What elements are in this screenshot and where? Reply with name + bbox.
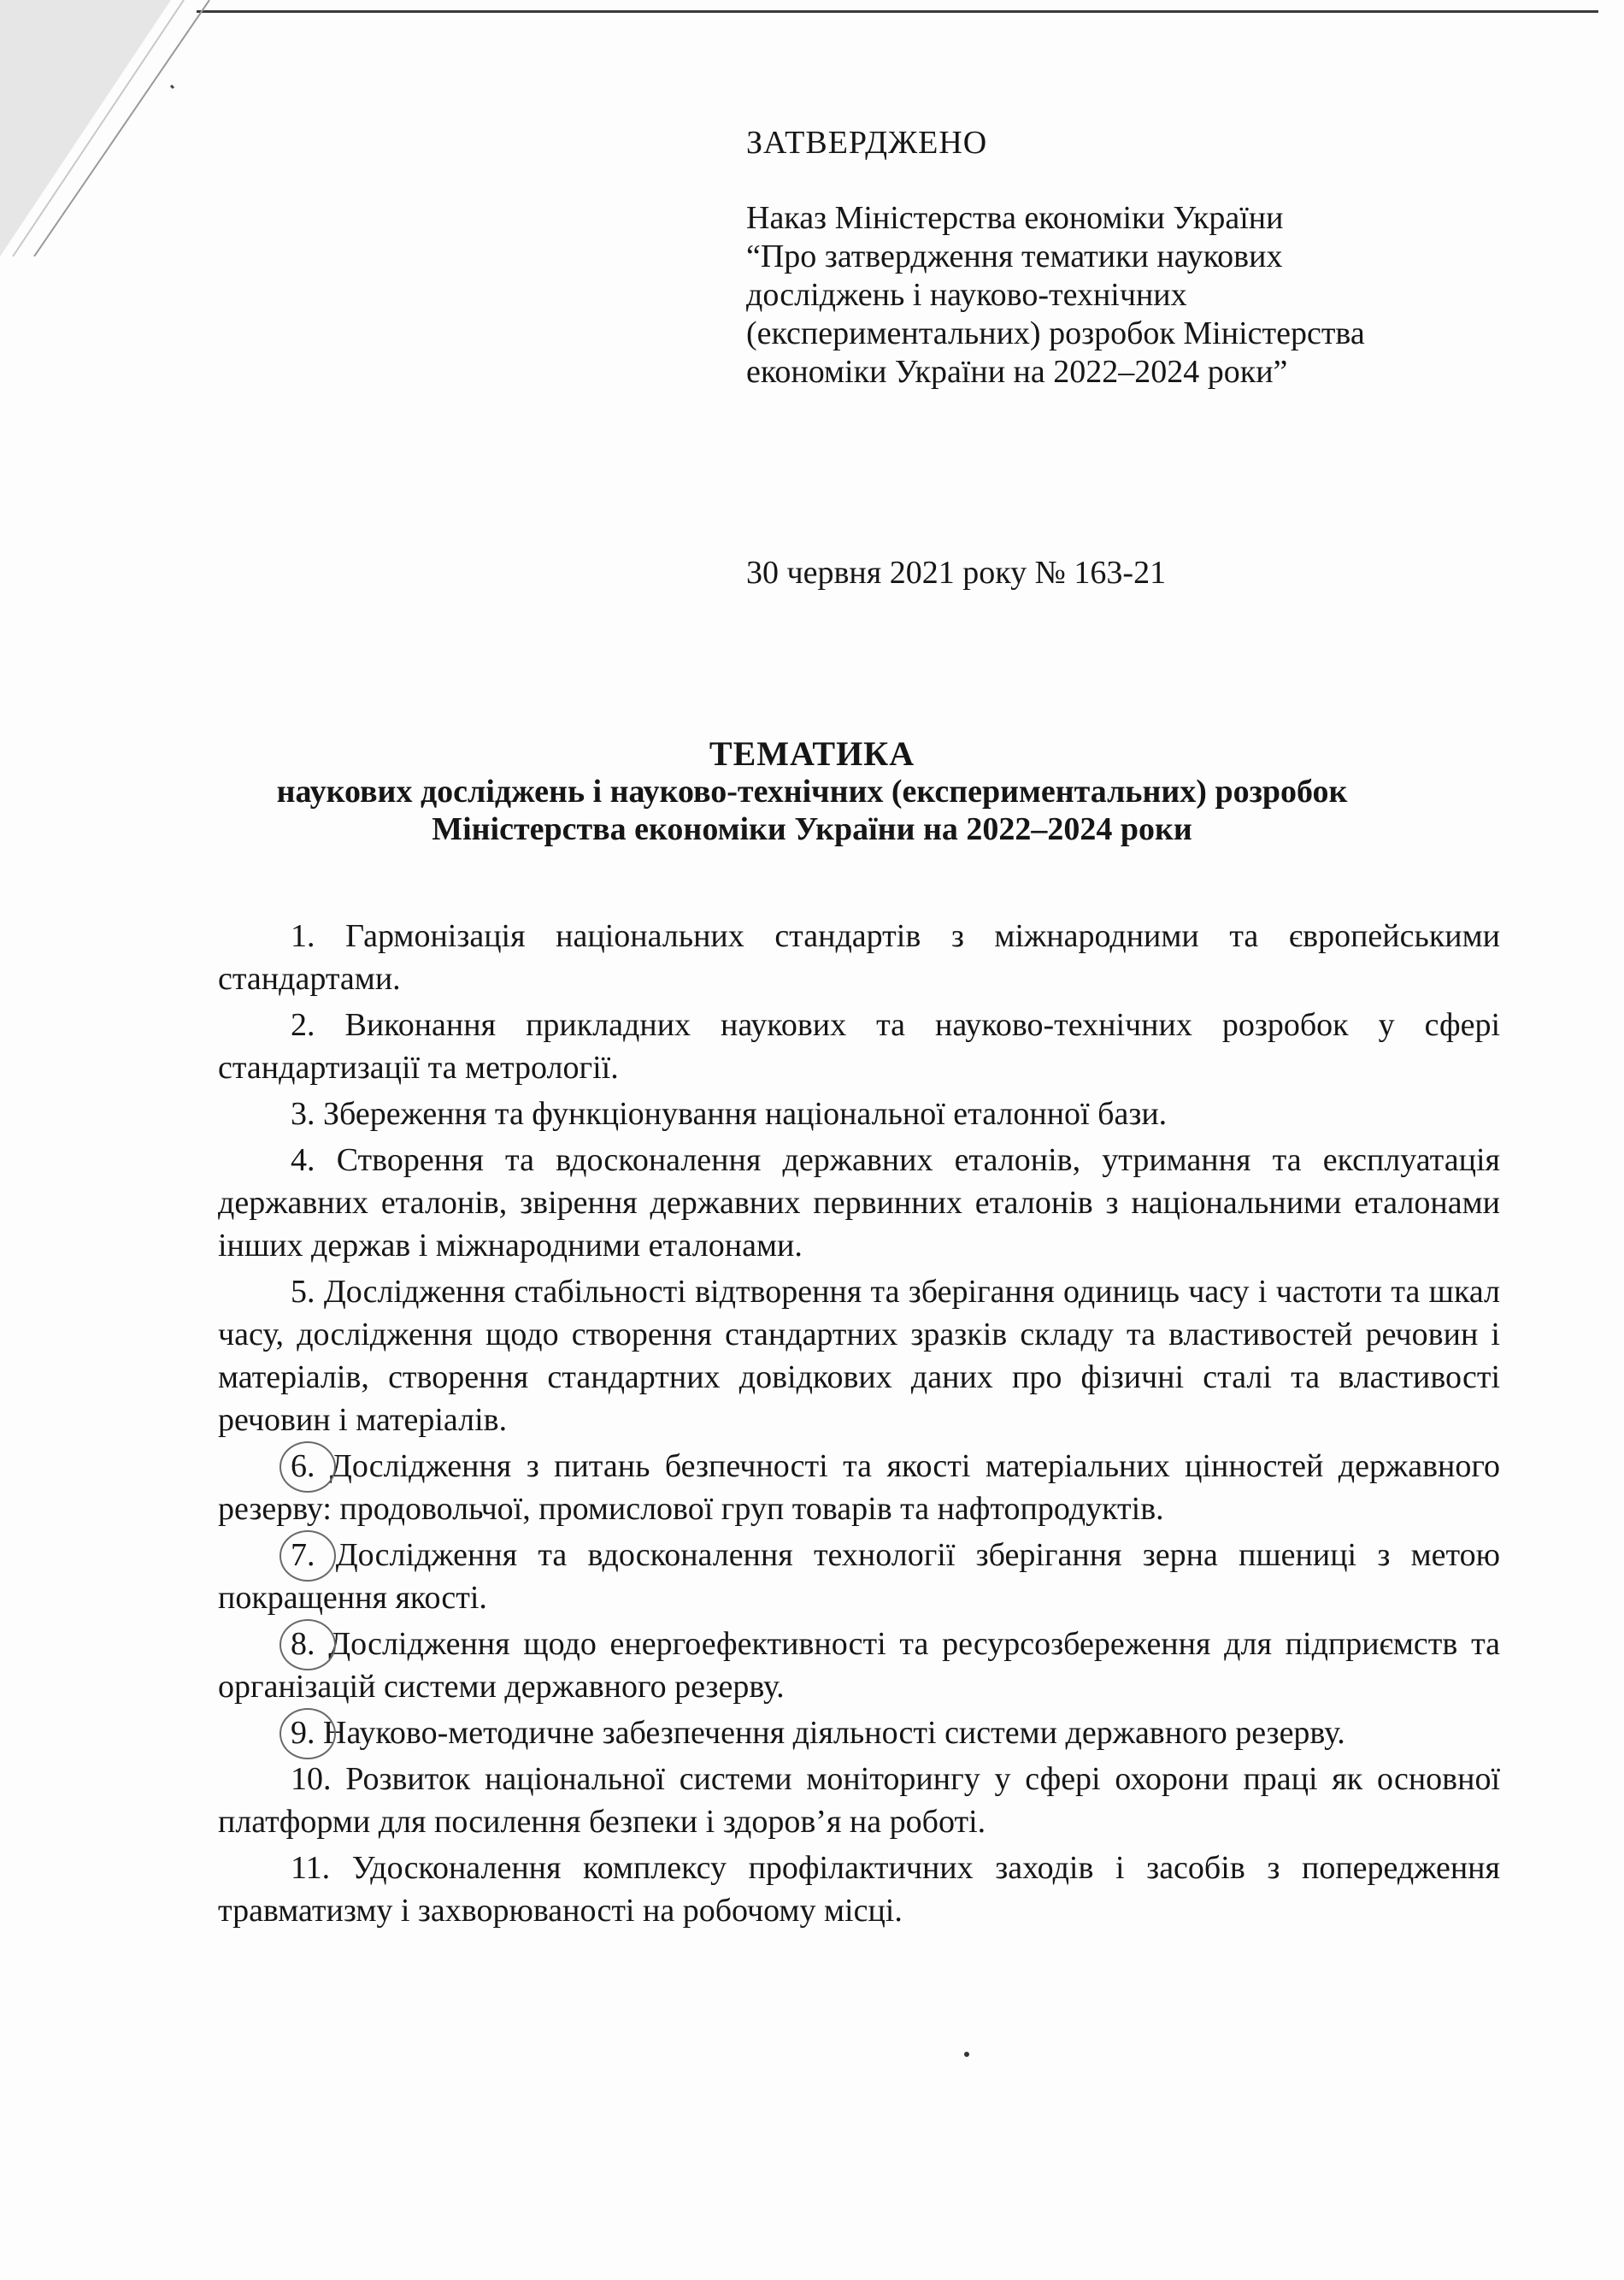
topic-number: 9. (291, 1715, 315, 1751)
topic-item (218, 1534, 1500, 1619)
topic-item (218, 1711, 1500, 1754)
topic-item (218, 1847, 1500, 1932)
topic-number: 3. (291, 1096, 315, 1132)
topic-text: Удосконалення комплексу профілактичних заходів і засобів з попередження травматизму і захворюваності на робочому місці. (218, 1850, 1500, 1929)
topic-item (218, 1270, 1500, 1441)
folded-corner-mark (0, 0, 248, 256)
topics-list (218, 915, 1500, 1935)
topic-text: Створення та вдосконалення державних еталонів, утримання та експлуатація державних еталонів, звірення державних первинних еталонів з національними еталонами інших держав і міжнародними еталонами. (218, 1142, 1500, 1264)
document-subtitle-line: наукових досліджень і науково-технічних (експериментальних) розробок (276, 774, 1348, 810)
order-line: Наказ Міністерства економіки України (746, 200, 1284, 236)
topic-text: Дослідження з питань безпечності та якості матеріальних цінностей державного резерву: продовольчої, промислової груп товарів та нафтопродуктів. (218, 1448, 1500, 1527)
topic-text: Дослідження та вдосконалення технології зберігання зерна пшениці з метою покращення якості. (218, 1537, 1501, 1616)
order-date: 30 червня 2021 року № 163-21 (746, 555, 1167, 591)
document-subtitle-line: Міністерства економіки України на 2022–2024 роки (432, 811, 1192, 847)
scan-top-edge (197, 10, 1598, 13)
topic-item (218, 1004, 1500, 1089)
order-line: “Про затвердження тематики наукових (746, 239, 1283, 274)
topic-number: 4. (291, 1142, 315, 1178)
order-line: економіки України на 2022–2024 роки” (746, 354, 1288, 390)
approval-block (746, 124, 1515, 592)
topic-number: 1. (291, 918, 315, 954)
order-line: досліджень і науково-технічних (746, 277, 1187, 313)
ink-dot (964, 2052, 969, 2057)
topic-item (218, 1139, 1500, 1267)
approval-stamp-title: ЗАТВЕРДЖЕНО (746, 125, 988, 161)
topic-item (218, 1445, 1500, 1530)
topic-text: Розвиток національної системи моніторингу у сфері охорони праці як основної платформи для посилення безпеки і здоров’я на роботі. (218, 1761, 1501, 1840)
topic-item (218, 915, 1500, 1000)
order-reference (746, 199, 1515, 392)
document-title: ТЕМАТИКА (709, 734, 915, 773)
topic-number: 7. (291, 1537, 315, 1573)
topic-item (218, 1623, 1500, 1708)
topic-text: Дослідження щодо енергоефективності та ресурсозбереження для підприємств та організацій системи державного резерву. (218, 1626, 1501, 1705)
topic-number: 5. (291, 1274, 315, 1310)
topic-number: 6. (291, 1448, 315, 1484)
topic-number: 2. (291, 1007, 315, 1043)
topic-text: Збереження та функціонування національної еталонної бази. (323, 1096, 1168, 1132)
topic-item (218, 1093, 1500, 1135)
topic-text: Дослідження стабільності відтворення та зберігання одиниць часу і частоти та шкал часу, дослідження щодо створення стандартних зразків складу та властивостей речовин і матеріалів, створення стандартних довідкових даних про фізичні сталі та властивості речовин і матеріалів. (218, 1274, 1500, 1438)
topic-text: Виконання прикладних наукових та науково-технічних розробок у сфері стандартизації та метрології. (218, 1007, 1500, 1086)
document-heading (128, 735, 1496, 848)
topic-text: Науково-методичне забезпечення діяльності системи державного резерву. (323, 1715, 1345, 1751)
topic-number: 11. (291, 1850, 331, 1886)
topic-text: Гармонізація національних стандартів з міжнародними та європейськими стандартами. (218, 918, 1501, 997)
topic-number: 10. (291, 1761, 332, 1797)
topic-number: 8. (291, 1626, 315, 1662)
topic-item (218, 1758, 1500, 1843)
order-line: (експериментальних) розробок Міністерства (746, 315, 1365, 351)
